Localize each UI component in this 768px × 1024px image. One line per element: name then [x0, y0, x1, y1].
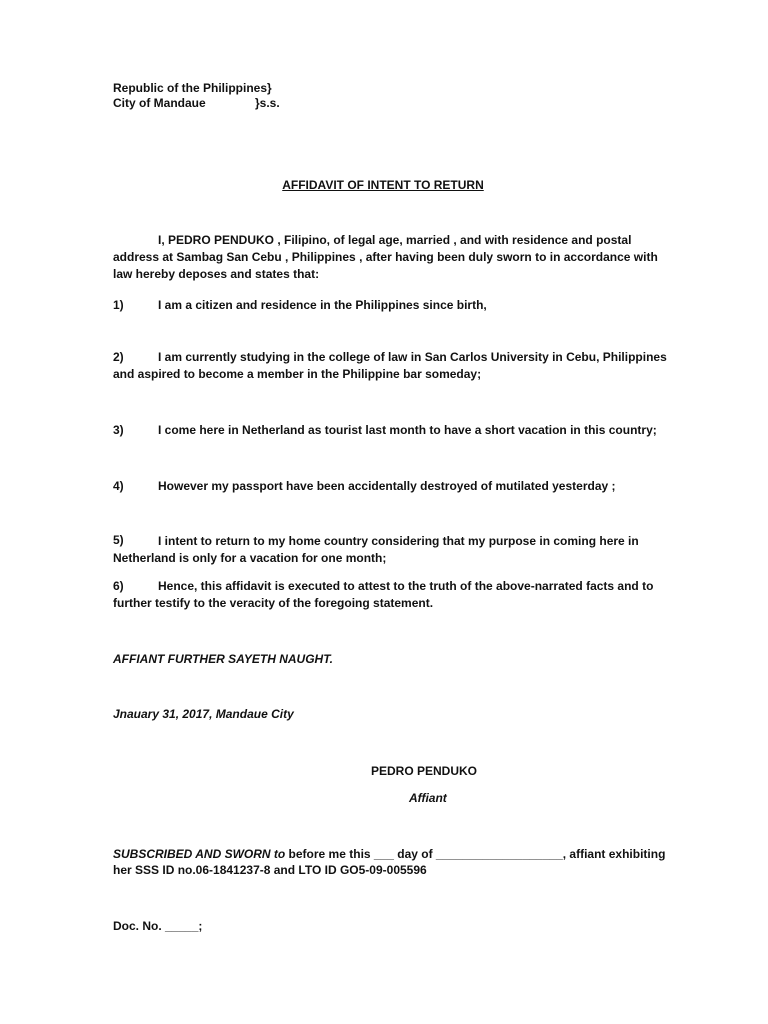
item-6-text-2: further testify to the veracity of the foregoing statement. [113, 596, 434, 610]
item-4-number: 4) [113, 479, 124, 493]
item-6-text-1: Hence, this affidavit is executed to attest to the truth of the above-narrated facts and to [158, 579, 654, 593]
item-1-text: I am a citizen and residence in the Philippines since birth, [158, 298, 487, 312]
item-3-text: I come here in Netherland as tourist last month to have a short vacation in this country; [158, 423, 657, 437]
item-6-number: 6) [113, 579, 124, 593]
item-5-text-1: I intent to return to my home country considering that my purpose in coming here in [158, 534, 639, 548]
item-2-text-1: I am currently studying in the college of law in San Carlos University in Cebu, Philippines [158, 350, 667, 364]
affiant-name: I, PEDRO PENDUKO [158, 233, 275, 247]
item-4-text: However my passport have been accidentally destroyed of mutilated yesterday ; [158, 479, 616, 493]
doc-number: Doc. No. _____; [113, 919, 203, 933]
item-1-number: 1) [113, 298, 124, 312]
intro-line-2: address at Sambag San Cebu , Philippines , after having been duly sworn to in accordance with [113, 250, 658, 264]
jurat-line-1-rest: before me this ___ day of ___________________, affiant exhibiting [285, 847, 666, 861]
header-city [113, 95, 280, 111]
closing-statement: AFFIANT FURTHER SAYETH NAUGHT. [113, 652, 333, 666]
jurat-lead: SUBSCRIBED AND SWORN to [113, 847, 286, 861]
item-3-number: 3) [113, 423, 124, 437]
signatory-role: Affiant [409, 791, 447, 805]
item-2-text-2: and aspired to become a member in the Philippine bar someday; [113, 367, 482, 381]
item-5-number: 5) [113, 533, 124, 547]
intro-line-3: law hereby deposes and states that: [113, 267, 320, 281]
intro-line-1-rest: , Filipino, of legal age, married , and with residence and postal [274, 233, 632, 247]
intro-line-1 [158, 232, 631, 248]
signatory-name: PEDRO PENDUKO [371, 764, 478, 778]
item-2-number: 2) [113, 350, 124, 364]
jurat-line-1 [113, 846, 665, 862]
document-title: AFFIDAVIT OF INTENT TO RETURN [282, 178, 484, 192]
item-5-text-2: Netherland is only for a vacation for one month; [113, 551, 387, 565]
date-place: Jnauary 31, 2017, Mandaue City [113, 707, 294, 721]
header-ss: }s.s. [255, 96, 280, 110]
header-republic: Republic of the Philippines} [113, 81, 272, 95]
header-city-name: City of Mandaue [113, 96, 206, 110]
jurat-line-2: her SSS ID no.06-1841237-8 and LTO ID GO5-09-005596 [113, 863, 427, 877]
